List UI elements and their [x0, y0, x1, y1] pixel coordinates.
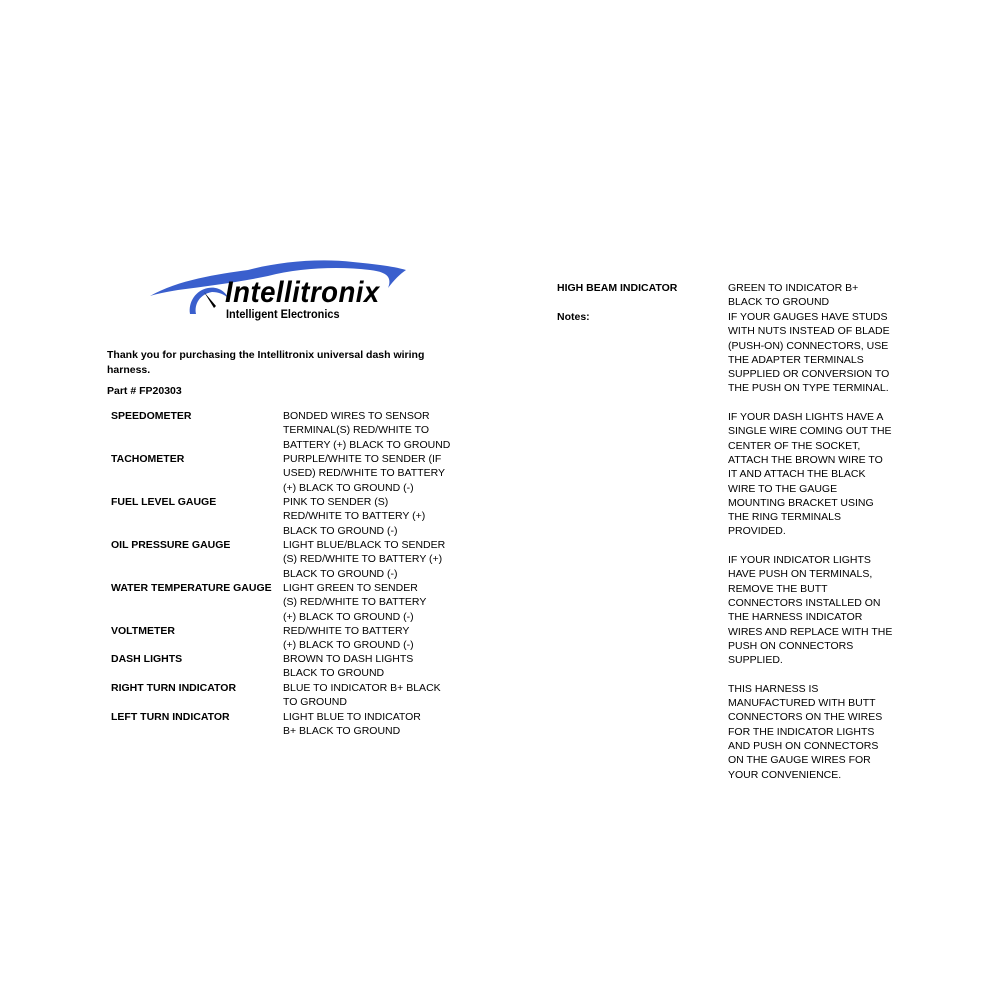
gauge-wiring: LIGHT BLUE TO INDICATOR B+ BLACK TO GROUND	[283, 711, 421, 738]
gauge-label: TACHOMETER	[111, 453, 185, 465]
gauge-label: RIGHT TURN INDICATOR	[111, 682, 237, 694]
gauge-wiring: PINK TO SENDER (S) RED/WHITE TO BATTERY (+) BLACK TO GROUND (-)	[283, 496, 426, 537]
gauge-label: WATER TEMPERATURE GAUGE	[111, 582, 272, 594]
logo-brand: Intellitronix	[225, 276, 380, 309]
notes-label: Notes:	[557, 311, 590, 323]
note-paragraph: IF YOUR INDICATOR LIGHTS HAVE PUSH ON TERMINALS, REMOVE THE BUTT CONNECTORS INSTALLED ON THE HARNESS INDICATOR WIRES AND REPLACE WITH THE PUSH ON CONNECTORS SUPPLIED.	[728, 554, 893, 667]
gauge-label: SPEEDOMETER	[111, 410, 192, 422]
note-paragraph: THIS HARNESS IS MANUFACTURED WITH BUTT CONNECTORS ON THE WIRES FOR THE INDICATOR LIGHTS AND PUSH ON CONNECTORS ON THE GAUGE WIRES FOR YOUR CONVENIENCE.	[728, 682, 883, 781]
logo-tagline: Intelligent Electronics	[226, 309, 340, 321]
gauge-wiring: LIGHT GREEN TO SENDER (S) RED/WHITE TO BATTERY (+) BLACK TO GROUND (-)	[283, 582, 427, 623]
note-paragraph: IF YOUR DASH LIGHTS HAVE A SINGLE WIRE COMING OUT THE CENTER OF THE SOCKET, ATTACH THE BROWN WIRE TO IT AND ATTACH THE BLACK WIRE TO THE GAUGE MOUNTING BRACKET USING THE RING TERMINALS PROVIDED.	[728, 411, 892, 538]
gauge-label: VOLTMETER	[111, 625, 175, 637]
note-paragraph: IF YOUR GAUGES HAVE STUDS WITH NUTS INSTEAD OF BLADE (PUSH-ON) CONNECTORS, USE THE ADAPTER TERMINALS SUPPLIED OR CONVERSION TO THE PUSH ON TYPE TERMINAL.	[728, 311, 890, 395]
gauge-wiring: RED/WHITE TO BATTERY (+) BLACK TO GROUND (-)	[283, 625, 414, 652]
gauge-label: FUEL LEVEL GAUGE	[111, 496, 217, 508]
gauge-wiring: BLUE TO INDICATOR B+ BLACK TO GROUND	[283, 682, 441, 709]
gauge-label: HIGH BEAM INDICATOR	[557, 282, 678, 294]
gauge-wiring: GREEN TO INDICATOR B+ BLACK TO GROUND	[728, 282, 859, 309]
intellitronix-logo	[148, 258, 410, 328]
gauge-wiring: PURPLE/WHITE TO SENDER (IF USED) RED/WHITE TO BATTERY (+) BLACK TO GROUND (-)	[283, 453, 445, 494]
gauge-wiring: BROWN TO DASH LIGHTS BLACK TO GROUND	[283, 653, 414, 680]
gauge-label: DASH LIGHTS	[111, 653, 183, 665]
notes-body	[728, 310, 893, 796]
part-number: Part # FP20303	[107, 385, 182, 397]
gauge-wiring: BONDED WIRES TO SENSOR TERMINAL(S) RED/WHITE TO BATTERY (+) BLACK TO GROUND	[283, 410, 451, 451]
gauge-wiring: LIGHT BLUE/BLACK TO SENDER (S) RED/WHITE TO BATTERY (+) BLACK TO GROUND (-)	[283, 539, 446, 580]
intro-text: Thank you for purchasing the Intellitronix universal dash wiring harness.	[107, 349, 425, 376]
gauge-label: LEFT TURN INDICATOR	[111, 711, 230, 723]
gauge-label: OIL PRESSURE GAUGE	[111, 539, 231, 551]
